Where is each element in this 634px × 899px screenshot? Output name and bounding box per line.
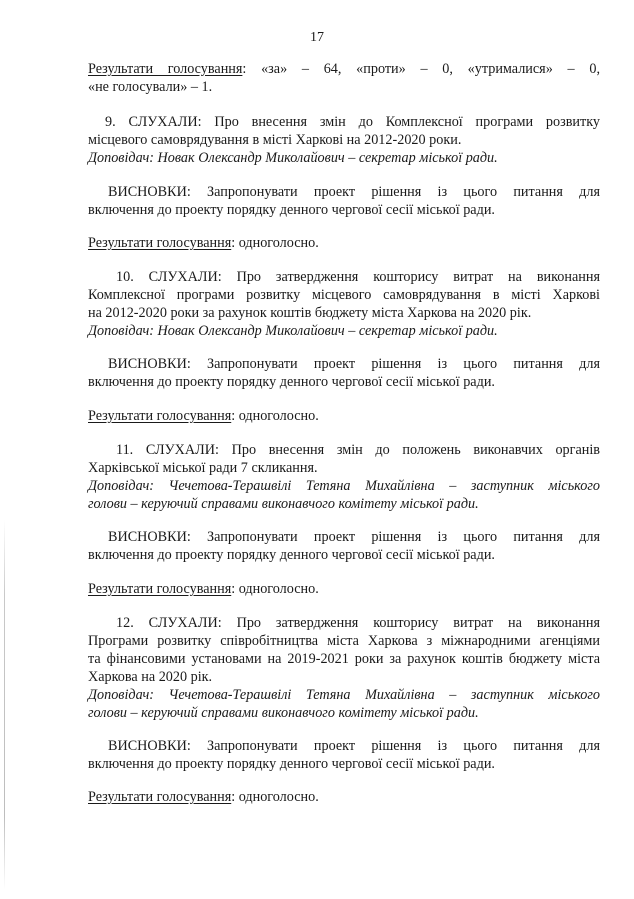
page-number: 17 bbox=[310, 30, 324, 45]
speaker-line: Доповідач: Новак Олександр Миколайович – секретар міської ради. bbox=[88, 323, 498, 339]
speaker-line: Доповідач: Чечетова-Терашвілі Тетяна Михайлівна – заступник міського bbox=[88, 478, 600, 494]
conclusions-line: ВИСНОВКИ: Запропонувати проект рішення із цього питання для bbox=[108, 184, 600, 200]
item-heard-line: 10. СЛУХАЛИ: Про затвердження кошторису витрат на виконання bbox=[116, 269, 600, 285]
vote-result-label: Результати голосування bbox=[88, 408, 232, 424]
vote-result-label: Результати голосування bbox=[88, 235, 232, 251]
speaker-line: голови – керуючий справами виконавчого комітету міської ради. bbox=[88, 496, 479, 512]
speaker-line: Доповідач: Новак Олександр Миколайович – секретар міської ради. bbox=[88, 150, 498, 166]
conclusions-line: включення до проекту порядку денного чергової сесії міської ради. bbox=[88, 547, 495, 563]
vote-result-line: «не голосували» – 1. bbox=[88, 79, 213, 95]
conclusions-line: ВИСНОВКИ: Запропонувати проект рішення із цього питання для bbox=[108, 356, 600, 372]
item-heard-line: місцевого самоврядування в місті Харкові на 2012-2020 роки. bbox=[88, 132, 462, 148]
item-heard-line: Комплексної програми розвитку місцевого самоврядування в місті Харкові bbox=[88, 287, 600, 303]
vote-result-line: Результати голосування: одноголосно. bbox=[88, 235, 319, 251]
scan-edge-mark bbox=[4, 520, 5, 890]
conclusions-line: включення до проекту порядку денного чергової сесії міської ради. bbox=[88, 374, 495, 390]
item-heard-line: 9. СЛУХАЛИ: Про внесення змін до Комплексної програми розвитку bbox=[105, 114, 600, 130]
vote-result-label: Результати голосування bbox=[88, 581, 232, 597]
conclusions-line: включення до проекту порядку денного чергової сесії міської ради. bbox=[88, 202, 495, 218]
item-heard-line: Харкова на 2020 рік. bbox=[88, 669, 213, 685]
vote-result-label: Результати голосування bbox=[88, 789, 232, 805]
item-heard-line: Харківської міської ради 7 скликання. bbox=[88, 460, 318, 476]
item-heard-line: Програми розвитку співробітництва міста Харкова з міжнародними агенціями bbox=[88, 633, 600, 649]
item-heard-line: 12. СЛУХАЛИ: Про затвердження кошторису витрат на виконання bbox=[116, 615, 600, 631]
conclusions-line: ВИСНОВКИ: Запропонувати проект рішення із цього питання для bbox=[108, 738, 600, 754]
item-heard-line: 11. СЛУХАЛИ: Про внесення змін до положень виконавчих органів bbox=[116, 442, 600, 458]
vote-result-line: Результати голосування: одноголосно. bbox=[88, 408, 319, 424]
item-heard-line: на 2012-2020 роки за рахунок коштів бюджету міста Харкова на 2020 рік. bbox=[88, 305, 532, 321]
vote-result-line: Результати голосування: одноголосно. bbox=[88, 581, 319, 597]
vote-result-line: Результати голосування: одноголосно. bbox=[88, 789, 319, 805]
conclusions-line: ВИСНОВКИ: Запропонувати проект рішення із цього питання для bbox=[108, 529, 600, 545]
vote-result-label: Результати голосування bbox=[88, 61, 243, 77]
conclusions-line: включення до проекту порядку денного чергової сесії міської ради. bbox=[88, 756, 495, 772]
speaker-line: Доповідач: Чечетова-Терашвілі Тетяна Михайлівна – заступник міського bbox=[88, 687, 600, 703]
vote-result-line: Результати голосування: «за» – 64, «проти» – 0, «утрималися» – 0, bbox=[88, 61, 600, 77]
speaker-line: голови – керуючий справами виконавчого комітету міської ради. bbox=[88, 705, 479, 721]
item-heard-line: та фінансовими установами на 2019-2021 роки за рахунок коштів бюджету міста bbox=[88, 651, 600, 667]
